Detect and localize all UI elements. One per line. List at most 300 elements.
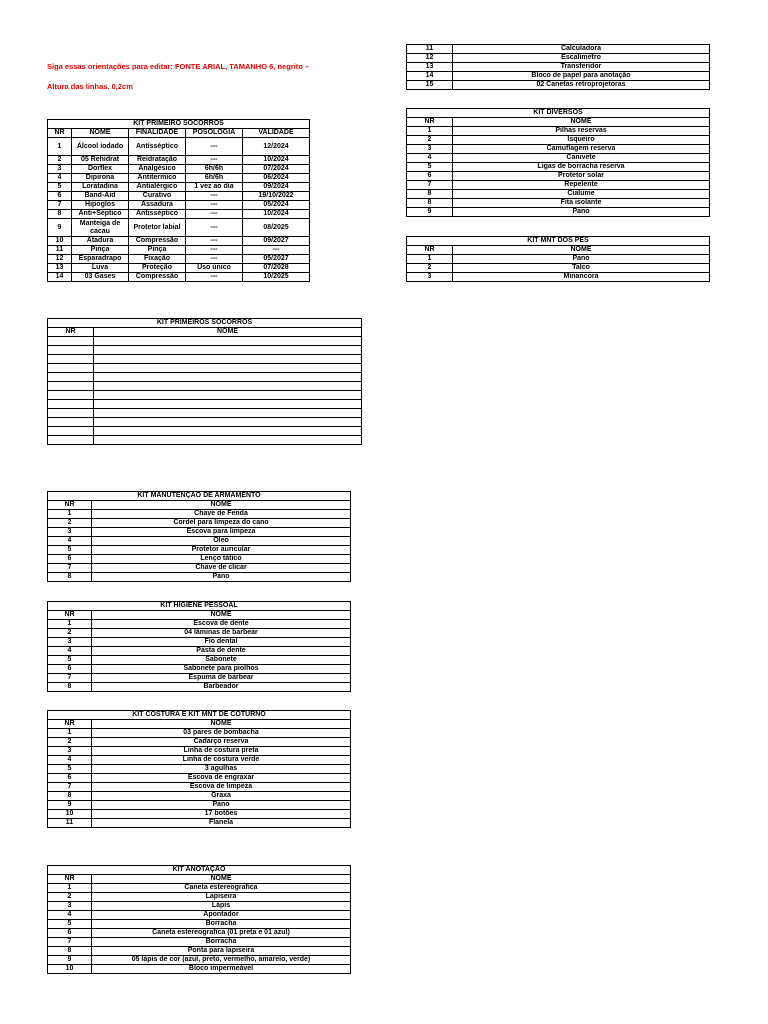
table-cell: Barbeador xyxy=(92,683,351,692)
table-row xyxy=(48,774,351,783)
table-cell: Sabonete para piolhos xyxy=(92,665,351,674)
table-row xyxy=(407,181,710,190)
table-cell: 8 xyxy=(48,947,92,956)
table-cell: 2 xyxy=(48,519,92,528)
table-cell: 09/2027 xyxy=(243,237,310,246)
kit-anotacao-table xyxy=(47,865,351,974)
table-cell: Talco xyxy=(453,264,710,273)
table-cell xyxy=(94,391,362,400)
table-cell: 05/2027 xyxy=(243,255,310,264)
table-row xyxy=(407,81,710,90)
table-cell: Canivete xyxy=(453,154,710,163)
table-row xyxy=(48,638,351,647)
table-row xyxy=(407,190,710,199)
table-cell: 13 xyxy=(407,63,453,72)
table-cell: 8 xyxy=(48,792,92,801)
table-cell: Caneta estereografica (01 preta e 01 azul) xyxy=(92,929,351,938)
table-row xyxy=(407,54,710,63)
kit-primeiros-socorros-blank-table xyxy=(47,318,362,445)
column-header: NOME xyxy=(92,611,351,620)
table-cell: 11 xyxy=(48,246,72,255)
table-cell: Óleo xyxy=(92,537,351,546)
table-header-row xyxy=(48,611,351,620)
table-cell: 06/2024 xyxy=(243,174,310,183)
table-cell: 8 xyxy=(48,210,72,219)
table-header-row xyxy=(48,720,351,729)
table-cell: 8 xyxy=(407,199,453,208)
table-cell: Protetor solar xyxy=(453,172,710,181)
table-cell: Pano xyxy=(453,255,710,264)
table-row xyxy=(407,163,710,172)
table-cell: 10/2024 xyxy=(243,156,310,165)
table-cell: Fio dental xyxy=(92,638,351,647)
table-row xyxy=(48,902,351,911)
table-cell: Esparadrapo xyxy=(72,255,129,264)
table-cell: Hipoglos xyxy=(72,201,129,210)
table-row xyxy=(48,219,310,237)
table-title: KIT ANOTAÇÃO xyxy=(48,866,351,875)
table-row xyxy=(48,965,351,974)
table-row xyxy=(407,208,710,217)
table-cell: Chave de clicar xyxy=(92,564,351,573)
table-cell xyxy=(48,337,94,346)
table-cell xyxy=(94,355,362,364)
table-cell: 03 pares de bombacha xyxy=(92,729,351,738)
table-cell: 03 Gases xyxy=(72,273,129,282)
table-cell: --- xyxy=(243,246,310,255)
table-header-row xyxy=(48,501,351,510)
table-cell xyxy=(48,382,94,391)
table-cell: 7 xyxy=(48,564,92,573)
table-cell: Graxa xyxy=(92,792,351,801)
table-cell: 3 xyxy=(48,528,92,537)
instruction-line-2: Altura das linhas. 0,2cm xyxy=(47,82,133,91)
table-cell: 9 xyxy=(48,801,92,810)
table-cell: --- xyxy=(186,192,243,201)
table-cell: Álcool iodado xyxy=(72,138,129,156)
table-cell xyxy=(48,409,94,418)
table-row xyxy=(407,63,710,72)
table-cell: 10/2024 xyxy=(243,210,310,219)
table-row xyxy=(48,747,351,756)
table-header-row xyxy=(407,118,710,127)
table-cell: Repelente xyxy=(453,181,710,190)
table-row xyxy=(48,183,310,192)
table-cell: Calculadora xyxy=(453,45,710,54)
table-header-row xyxy=(48,328,362,337)
table-cell: Borracha xyxy=(92,920,351,929)
table-cell: 1 xyxy=(48,138,72,156)
table-cell: 1 xyxy=(48,510,92,519)
table-cell: 3 xyxy=(407,145,453,154)
table-row xyxy=(48,537,351,546)
table-cell: Apontador xyxy=(92,911,351,920)
column-header: NR xyxy=(48,611,92,620)
table-cell xyxy=(48,355,94,364)
table-cell: Compressão xyxy=(129,237,186,246)
table-cell: Dipirona xyxy=(72,174,129,183)
table-cell: 5 xyxy=(48,546,92,555)
table-cell: 4 xyxy=(48,174,72,183)
table-cell: 14 xyxy=(48,273,72,282)
table-row xyxy=(48,156,310,165)
table-cell: Escalímetro xyxy=(453,54,710,63)
table-cell: Cordel para limpeza do cano xyxy=(92,519,351,528)
table-cell: 3 xyxy=(407,273,453,282)
table-title-row xyxy=(48,492,351,501)
table-cell: 3 agulhas xyxy=(92,765,351,774)
kit-diversos-table xyxy=(406,108,710,217)
table-cell: 2 xyxy=(48,629,92,638)
table-row xyxy=(48,273,310,282)
table-cell: Minancora xyxy=(453,273,710,282)
table-cell xyxy=(48,427,94,436)
table-cell: 7 xyxy=(48,938,92,947)
table-cell: Sabonete xyxy=(92,656,351,665)
table-row xyxy=(48,201,310,210)
table-cell: 10 xyxy=(48,237,72,246)
table-cell: Cadarço reserva xyxy=(92,738,351,747)
table-row xyxy=(48,929,351,938)
table-row xyxy=(48,427,362,436)
kit-manutencao-armamento-table xyxy=(47,491,351,582)
table-row xyxy=(48,819,351,828)
table-cell: --- xyxy=(186,246,243,255)
table-cell: Cialume xyxy=(453,190,710,199)
table-cell xyxy=(94,418,362,427)
table-cell: Lapiseira xyxy=(92,893,351,902)
table-cell xyxy=(94,400,362,409)
table-cell: Compressão xyxy=(129,273,186,282)
table-cell: 10 xyxy=(48,965,92,974)
table-title-row xyxy=(48,319,362,328)
table-cell: 1 xyxy=(48,620,92,629)
table-title: KIT COSTURA E KIT MNT DE COTURNO xyxy=(48,711,351,720)
table-cell: --- xyxy=(186,255,243,264)
table-cell: Anti+Séptico xyxy=(72,210,129,219)
table-header-row xyxy=(407,246,710,255)
column-header: NOME xyxy=(92,875,351,884)
table-cell: Loratadina xyxy=(72,183,129,192)
table-row xyxy=(48,573,351,582)
table-cell: 2 xyxy=(48,156,72,165)
table-row xyxy=(48,884,351,893)
table-row xyxy=(407,127,710,136)
table-row xyxy=(48,373,362,382)
table-row xyxy=(48,765,351,774)
table-cell: Pasta de dente xyxy=(92,647,351,656)
table-cell: 5 xyxy=(48,920,92,929)
table-cell: Atadura xyxy=(72,237,129,246)
column-header: NR xyxy=(48,328,94,337)
table-cell: Fixação xyxy=(129,255,186,264)
table-cell: 2 xyxy=(407,264,453,273)
table-row xyxy=(48,528,351,537)
table-cell: 7 xyxy=(48,201,72,210)
table-title-row xyxy=(407,237,710,246)
table-row xyxy=(48,436,362,445)
table-cell: Pinça xyxy=(129,246,186,255)
table-row xyxy=(48,192,310,201)
column-header: NOME xyxy=(72,129,129,138)
table-cell: 5 xyxy=(48,765,92,774)
table-cell: 10 xyxy=(48,810,92,819)
table-row xyxy=(48,801,351,810)
table-cell: 6 xyxy=(48,192,72,201)
table-cell xyxy=(94,346,362,355)
table-cell xyxy=(48,436,94,445)
table-cell: Bloco de papel para anotação xyxy=(453,72,710,81)
table-cell: Pilhas reservas xyxy=(453,127,710,136)
table-cell: Assadura xyxy=(129,201,186,210)
table-title-row xyxy=(48,120,310,129)
table-cell: 9 xyxy=(48,956,92,965)
table-title-row xyxy=(48,602,351,611)
table-row xyxy=(48,382,362,391)
table-cell: 4 xyxy=(48,537,92,546)
column-header: POSOLOGIA xyxy=(186,129,243,138)
table-cell: 3 xyxy=(48,165,72,174)
table-cell: 9 xyxy=(407,208,453,217)
table-cell: 09/2024 xyxy=(243,183,310,192)
table-cell: Lápis xyxy=(92,902,351,911)
table-row xyxy=(48,738,351,747)
table-row xyxy=(48,337,362,346)
table-cell: 5 xyxy=(407,163,453,172)
table-cell: 05 Rehidrat xyxy=(72,156,129,165)
column-header: NOME xyxy=(453,118,710,127)
table-cell: 4 xyxy=(48,756,92,765)
column-header: NOME xyxy=(453,246,710,255)
table-row xyxy=(48,629,351,638)
table-cell: --- xyxy=(186,201,243,210)
table-cell: 11 xyxy=(407,45,453,54)
table-row xyxy=(48,564,351,573)
table-cell: 8 xyxy=(407,190,453,199)
table-cell: Isqueiro xyxy=(453,136,710,145)
table-row xyxy=(48,756,351,765)
table-cell xyxy=(48,400,94,409)
column-header: NOME xyxy=(92,720,351,729)
table-row xyxy=(48,210,310,219)
table-cell xyxy=(94,364,362,373)
table-cell: 6 xyxy=(48,774,92,783)
table-cell: 12/2024 xyxy=(243,138,310,156)
table-cell: --- xyxy=(186,156,243,165)
table-row xyxy=(48,418,362,427)
table-cell xyxy=(48,364,94,373)
table-cell: 10/2025 xyxy=(243,273,310,282)
table-cell: Antitermico xyxy=(129,174,186,183)
table-row xyxy=(48,519,351,528)
table-row xyxy=(48,546,351,555)
table-title-row xyxy=(48,866,351,875)
table-row xyxy=(48,165,310,174)
table-row xyxy=(48,956,351,965)
table-cell: Band-Aid xyxy=(72,192,129,201)
table-cell xyxy=(48,373,94,382)
column-header: NR xyxy=(48,501,92,510)
table-cell: Chave de Fenda xyxy=(92,510,351,519)
table-row xyxy=(48,647,351,656)
table-row xyxy=(48,400,362,409)
table-cell: Pano xyxy=(453,208,710,217)
table-cell: Escova de engraxar xyxy=(92,774,351,783)
table-cell: Flanela xyxy=(92,819,351,828)
table-title: KIT PRIMEIROS SOCORROS xyxy=(48,319,362,328)
column-header: NOME xyxy=(92,501,351,510)
table-row xyxy=(407,172,710,181)
table-cell: 17 botões xyxy=(92,810,351,819)
table-cell: Protetor auricular xyxy=(92,546,351,555)
table-row xyxy=(48,938,351,947)
table-row xyxy=(48,510,351,519)
table-row xyxy=(48,911,351,920)
table-cell: Linha de costura preta xyxy=(92,747,351,756)
column-header: FINALIDADE xyxy=(129,129,186,138)
table-cell: 1 vez ao dia xyxy=(186,183,243,192)
table-cell: Luva xyxy=(72,264,129,273)
table-row xyxy=(48,174,310,183)
table-cell: Pano xyxy=(92,801,351,810)
table-cell: 4 xyxy=(48,911,92,920)
table-cell: 6 xyxy=(48,665,92,674)
table-cell: 5 xyxy=(48,183,72,192)
column-header: NR xyxy=(48,875,92,884)
table-row xyxy=(407,154,710,163)
table-cell: 6 xyxy=(407,172,453,181)
table-row xyxy=(48,674,351,683)
table-title: KIT HIGIENE PESSOAL xyxy=(48,602,351,611)
table-row xyxy=(48,364,362,373)
table-row xyxy=(48,409,362,418)
table-cell: 14 xyxy=(407,72,453,81)
kit-higiene-pessoal-table xyxy=(47,601,351,692)
table-cell: Caneta estereografica xyxy=(92,884,351,893)
kit-anotacao-continued-table xyxy=(406,44,710,90)
table-cell: Antialérgico xyxy=(129,183,186,192)
table-cell: Proteção xyxy=(129,264,186,273)
table-cell: Antisséptico xyxy=(129,138,186,156)
table-cell: 05/2024 xyxy=(243,201,310,210)
table-cell: 13 xyxy=(48,264,72,273)
table-cell: 7 xyxy=(48,783,92,792)
table-cell: 8 xyxy=(48,573,92,582)
table-cell: 07/2024 xyxy=(243,165,310,174)
table-row xyxy=(48,656,351,665)
table-cell: 05 lápis de cor (azul, preto, vermelho, amarelo, verde) xyxy=(92,956,351,965)
table-cell: 3 xyxy=(48,638,92,647)
table-row xyxy=(407,255,710,264)
table-cell: 6 xyxy=(48,555,92,564)
table-cell: 3 xyxy=(48,902,92,911)
table-row xyxy=(48,555,351,564)
table-header-row xyxy=(48,129,310,138)
kit-mnt-pes-table xyxy=(406,236,710,282)
table-cell: Borracha xyxy=(92,938,351,947)
table-cell: 2 xyxy=(407,136,453,145)
table-cell: 11 xyxy=(48,819,92,828)
table-cell: 7 xyxy=(48,674,92,683)
table-row xyxy=(48,264,310,273)
table-cell xyxy=(94,436,362,445)
table-cell: Manteiga de cacau xyxy=(72,219,129,237)
table-cell: Fita isolante xyxy=(453,199,710,208)
table-cell xyxy=(48,418,94,427)
table-cell: --- xyxy=(186,138,243,156)
table-cell: Escova de dente xyxy=(92,620,351,629)
table-cell: Dorflex xyxy=(72,165,129,174)
table-row xyxy=(48,237,310,246)
table-row xyxy=(48,810,351,819)
table-cell: Linha de costura verde xyxy=(92,756,351,765)
table-cell: Ligas de borracha reserva xyxy=(453,163,710,172)
table-cell: Reidratação xyxy=(129,156,186,165)
table-cell: --- xyxy=(186,210,243,219)
table-cell: Transferidor xyxy=(453,63,710,72)
table-title: KIT MANUTENÇÃO DE ARMAMENTO xyxy=(48,492,351,501)
table-row xyxy=(48,346,362,355)
table-cell: 7 xyxy=(407,181,453,190)
table-cell: 6 xyxy=(48,929,92,938)
kit-primeiro-socorros-table xyxy=(47,119,310,282)
table-cell xyxy=(94,427,362,436)
table-cell: --- xyxy=(186,237,243,246)
table-cell: Pano xyxy=(92,573,351,582)
table-cell xyxy=(94,409,362,418)
table-title: KIT DIVERSOS xyxy=(407,109,710,118)
table-cell: 1 xyxy=(407,255,453,264)
table-row xyxy=(48,729,351,738)
table-title: KIT MNT DOS PÉS xyxy=(407,237,710,246)
table-row xyxy=(48,255,310,264)
table-row xyxy=(48,947,351,956)
table-cell: 8 xyxy=(48,683,92,692)
table-header-row xyxy=(48,875,351,884)
table-title-row xyxy=(48,711,351,720)
table-cell: Espuma de barbear xyxy=(92,674,351,683)
table-cell xyxy=(48,346,94,355)
table-cell: Ponta para lapiseira xyxy=(92,947,351,956)
table-cell: 4 xyxy=(407,154,453,163)
table-cell: 6h/6h xyxy=(186,174,243,183)
table-cell: 1 xyxy=(48,729,92,738)
column-header: NR xyxy=(407,246,453,255)
table-cell xyxy=(94,373,362,382)
table-cell: 02 Canetas retroprojetoras xyxy=(453,81,710,90)
table-cell xyxy=(94,337,362,346)
table-cell: Curativo xyxy=(129,192,186,201)
table-cell: 1 xyxy=(407,127,453,136)
table-row xyxy=(407,199,710,208)
instruction-line-1: Siga essas orientações para editar: FONTE ARIAL, TAMANHO 6, negrito – xyxy=(47,62,310,71)
column-header: NR xyxy=(48,129,72,138)
table-cell: 2 xyxy=(48,738,92,747)
table-row xyxy=(48,792,351,801)
table-cell: 3 xyxy=(48,747,92,756)
table-cell: 12 xyxy=(407,54,453,63)
table-cell: Lenço tático xyxy=(92,555,351,564)
column-header: NR xyxy=(48,720,92,729)
table-cell: Escova de limpeza xyxy=(92,783,351,792)
table-cell: 04 lâminas de barbear xyxy=(92,629,351,638)
table-cell: 6h/6h xyxy=(186,165,243,174)
table-row xyxy=(407,45,710,54)
table-cell: Protetor labial xyxy=(129,219,186,237)
table-cell xyxy=(48,391,94,400)
table-cell: Analgésico xyxy=(129,165,186,174)
table-row xyxy=(48,783,351,792)
